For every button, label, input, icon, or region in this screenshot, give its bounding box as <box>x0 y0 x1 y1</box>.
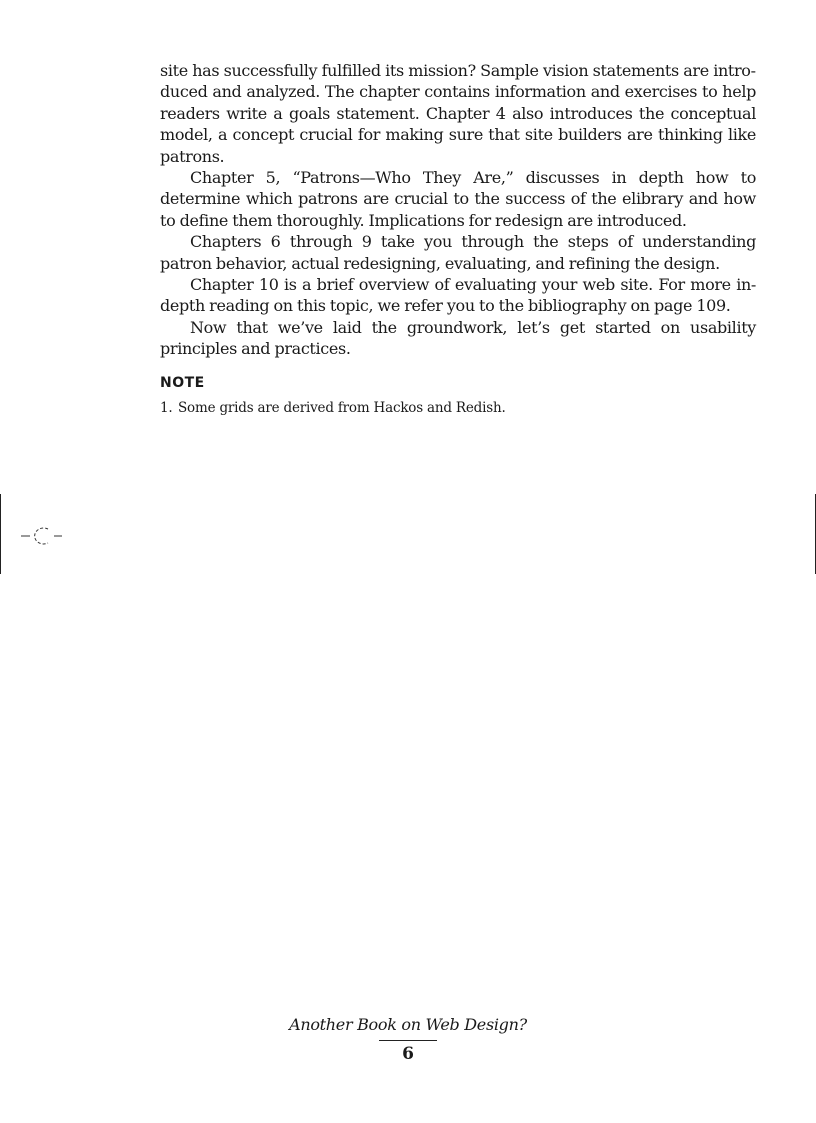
paragraph-continued: site has successfully fulfilled its mission? Sample vision statements are introduced and analyzed. The chapter contains information and exercises to help readers write a goals statement. Chapter 4 also introduces the conceptual model, a concept crucial for making sure that site builders are thinking like patrons. <box>160 61 756 166</box>
crop-mark-left <box>0 494 1 574</box>
paragraph-chapter-10: Chapter 10 is a brief overview of evaluating your web site. For more in-depth reading on this topic, we refer you to the bibliography on page 109. <box>160 275 756 316</box>
paragraph-closing: Now that we’ve laid the groundwork, let’s get started on usability principles and practices. <box>160 317 756 359</box>
body-text <box>160 60 756 360</box>
notes-list <box>160 399 756 417</box>
note-text: Some grids are derived from Hackos and Redish. <box>178 400 506 416</box>
footer-rule <box>379 1040 437 1041</box>
paragraph-chapters-6-9: Chapters 6 through 9 take you through the steps of understanding patron behavior, actual redesigning, evaluating, and refining the design. <box>160 232 756 273</box>
note-number: 1. <box>160 400 173 416</box>
page-number: 6 <box>402 1044 414 1064</box>
notes-heading: NOTE <box>160 375 205 391</box>
note-item <box>160 399 756 417</box>
running-title: Another Book on Web Design? <box>289 1015 527 1034</box>
paragraph-chapter-5: Chapter 5, “Patrons—Who They Are,” discusses in depth how to determine which patrons are crucial to the success of the elibrary and how to define them thoroughly. Implications for redesign are introduced. <box>160 168 756 230</box>
registration-mark-icon <box>20 524 64 548</box>
